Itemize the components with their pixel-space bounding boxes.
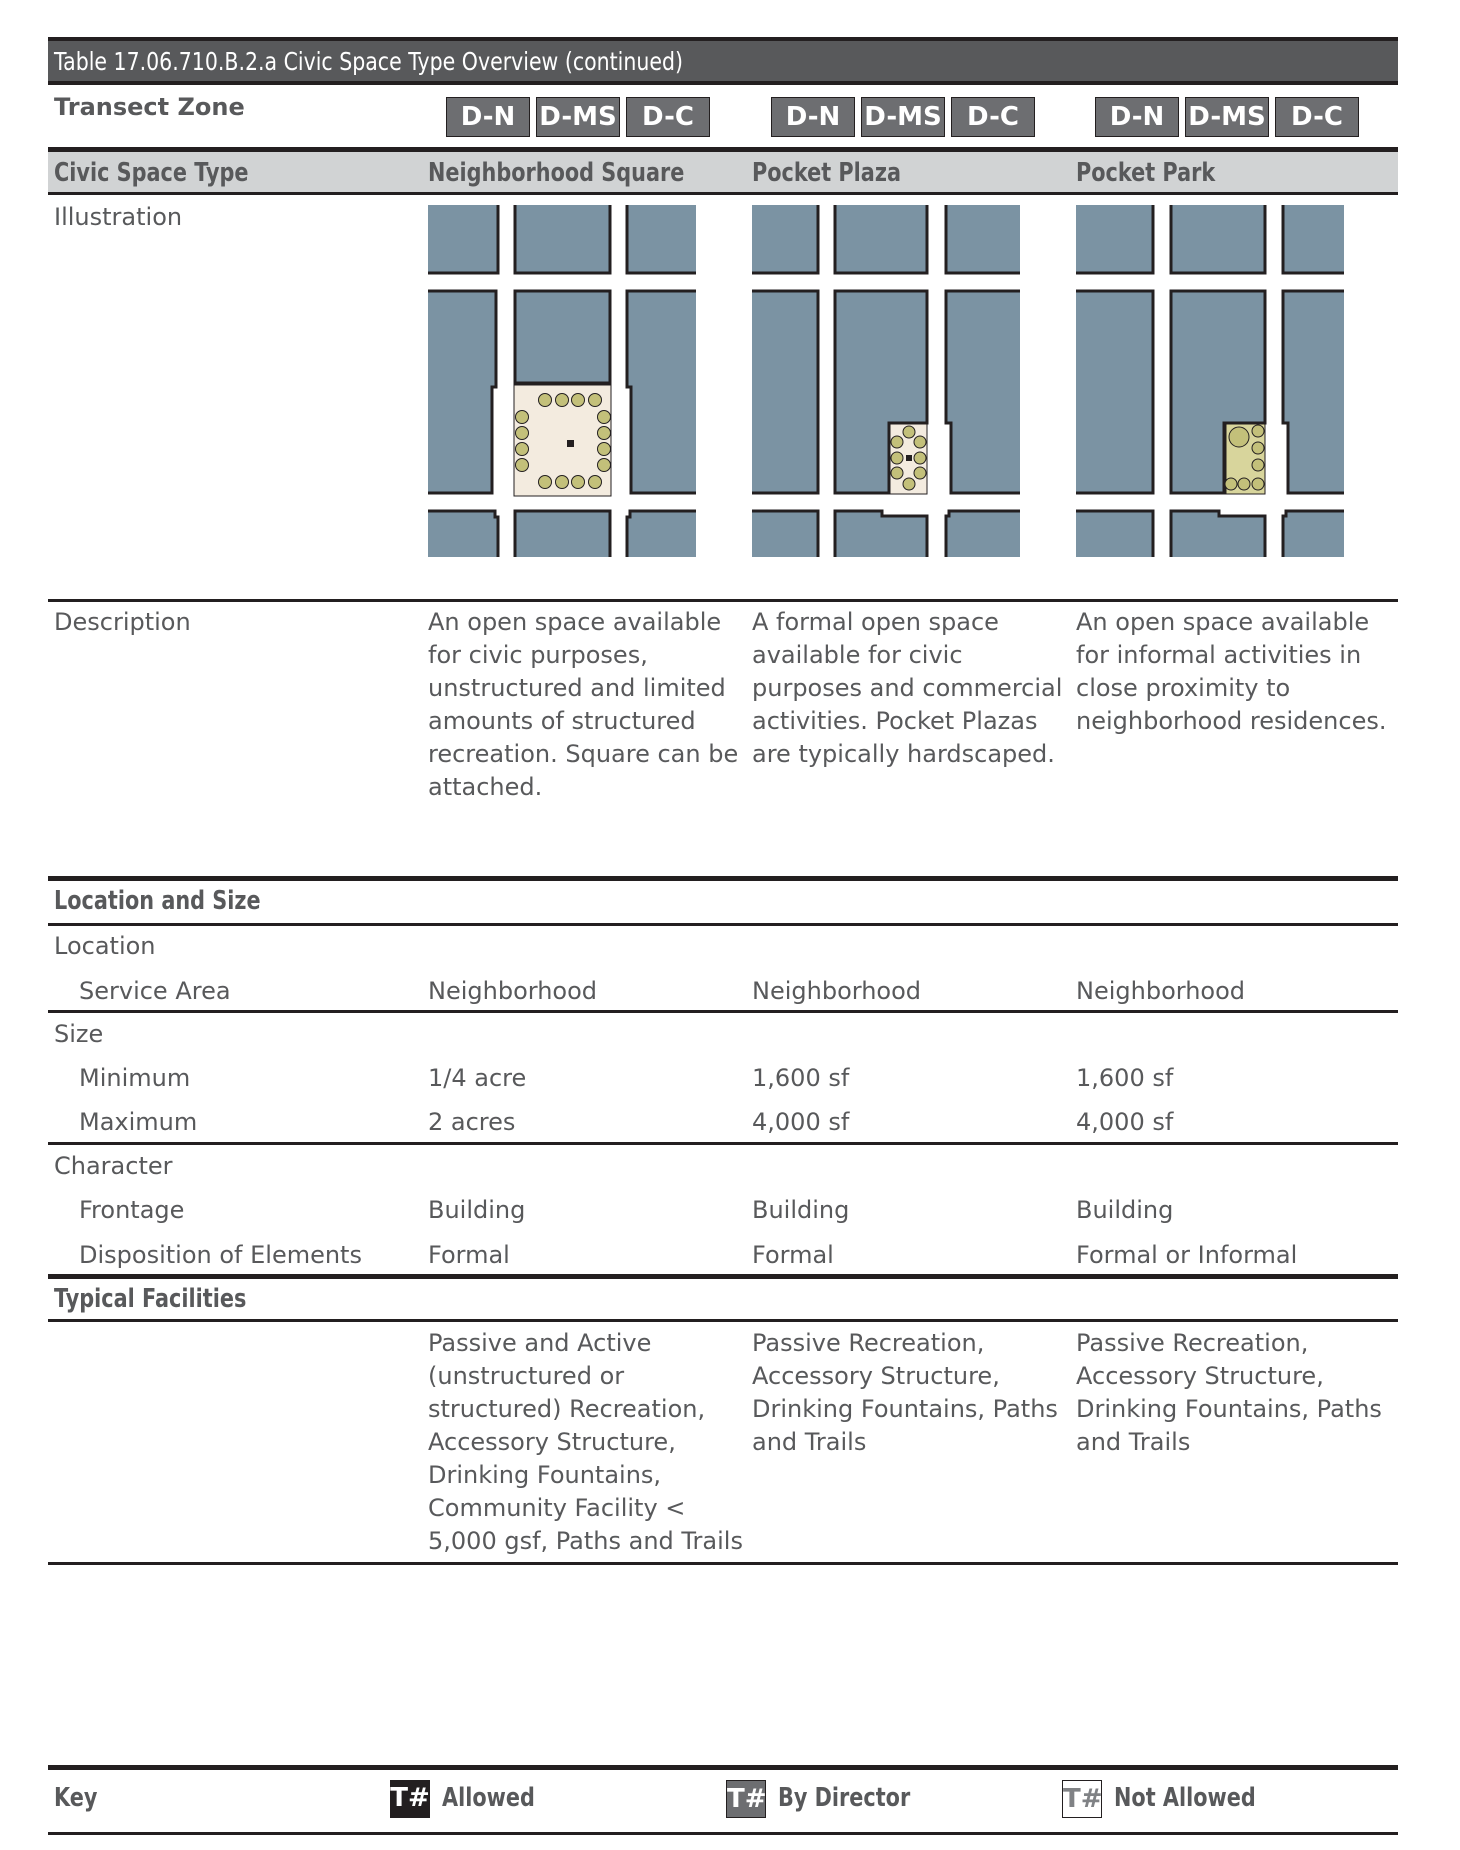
tree	[572, 394, 585, 407]
pocket-plaza-illustration	[752, 205, 1020, 557]
building-block	[627, 291, 696, 493]
zone-badge: D-MS	[861, 97, 945, 137]
service-area-label: Service Area	[79, 977, 231, 1005]
building-block	[752, 291, 818, 493]
disposition-col-3: Formal or Informal	[1076, 1241, 1298, 1269]
section-location-and-size: Location and Size	[54, 886, 261, 916]
tree	[903, 478, 915, 490]
center-feature	[567, 440, 574, 447]
tree	[1252, 459, 1264, 471]
header-civic-space-type: Civic Space Type	[54, 158, 249, 188]
tree	[598, 459, 611, 472]
tree	[516, 443, 529, 456]
building-block	[428, 291, 496, 493]
divider	[48, 1142, 1398, 1145]
building-block	[428, 205, 498, 273]
maximum-label: Maximum	[79, 1108, 198, 1136]
tree	[589, 394, 602, 407]
zone-badge: D-C	[626, 97, 710, 137]
tree	[556, 394, 569, 407]
description-col-2: A formal open space available for civic purposes and commercial activities. Pocket Plazas are typically hardscaped.	[752, 608, 1063, 768]
divider	[48, 1562, 1398, 1565]
building-block	[1076, 291, 1153, 493]
maximum-col-3: 4,000 sf	[1076, 1108, 1174, 1136]
maximum-col-1: 2 acres	[428, 1108, 516, 1136]
key-allowed-label: Allowed	[442, 1783, 535, 1813]
tree	[914, 467, 926, 479]
divider	[48, 1765, 1398, 1770]
zone-badge: D-C	[1275, 97, 1359, 137]
minimum-col-1: 1/4 acre	[428, 1064, 527, 1092]
tree	[1225, 478, 1237, 490]
tree	[539, 476, 552, 489]
frontage-col-3: Building	[1076, 1196, 1174, 1224]
section-typical-facilities: Typical Facilities	[54, 1284, 247, 1314]
frontage-col-1: Building	[428, 1196, 526, 1224]
building-block	[752, 511, 818, 557]
neighborhood-square-illustration	[428, 205, 696, 557]
divider	[48, 1832, 1398, 1835]
disposition-label: Disposition of Elements	[79, 1241, 362, 1269]
building-block	[1076, 511, 1153, 557]
building-block	[1076, 205, 1153, 273]
tree	[914, 436, 926, 448]
description-col-3: An open space available for informal activities in close proximity to neighborhood residences.	[1076, 608, 1387, 735]
building-block	[515, 511, 610, 557]
tree	[1238, 478, 1250, 490]
key-label: Key	[54, 1783, 98, 1813]
tree	[572, 476, 585, 489]
building-block	[515, 291, 610, 383]
zone-badge: D-N	[1095, 97, 1179, 137]
tree	[1252, 442, 1264, 454]
building-block	[627, 511, 696, 557]
building-block	[835, 511, 927, 557]
tree	[891, 452, 903, 464]
zone-badge: D-N	[771, 97, 855, 137]
facilities-col-1: Passive and Active (unstructured or structured) Recreation, Accessory Structure, Drinking Fountains, Community Facility < 5,000 gsf, Paths and Trails	[428, 1329, 743, 1555]
maximum-col-2: 4,000 sf	[752, 1108, 850, 1136]
building-block	[1283, 291, 1344, 493]
building-block	[627, 205, 696, 273]
tree	[598, 427, 611, 440]
header-col-1: Neighborhood Square	[428, 158, 685, 188]
tree-large	[1229, 427, 1249, 447]
zone-badge: D-C	[951, 97, 1035, 137]
facilities-col-3: Passive Recreation, Accessory Structure, Drinking Fountains, Paths and Trails	[1076, 1329, 1382, 1456]
building-block	[1171, 205, 1265, 273]
building-block	[428, 511, 498, 557]
tree	[891, 436, 903, 448]
center-feature	[906, 455, 912, 461]
minimum-col-3: 1,600 sf	[1076, 1064, 1174, 1092]
pocket-park-illustration	[1076, 205, 1344, 557]
tree	[914, 452, 926, 464]
table-title-bar	[48, 37, 1398, 85]
tree	[589, 476, 602, 489]
frontage-label: Frontage	[79, 1196, 185, 1224]
header-col-2: Pocket Plaza	[752, 158, 901, 188]
character-label: Character	[54, 1152, 173, 1180]
by-director-swatch-icon: T#	[726, 1780, 766, 1818]
zone-badge: D-MS	[536, 97, 620, 137]
location-label: Location	[54, 932, 156, 960]
frontage-col-2: Building	[752, 1196, 850, 1224]
tree	[891, 467, 903, 479]
tree	[516, 459, 529, 472]
tree	[1252, 425, 1264, 437]
building-block	[946, 291, 1020, 493]
illustration-label: Illustration	[54, 203, 183, 231]
allowed-swatch-icon: T#	[390, 1780, 430, 1818]
disposition-col-1: Formal	[428, 1241, 510, 1269]
table-title: Table 17.06.710.B.2.a Civic Space Type Overview (continued)	[54, 47, 683, 76]
minimum-label: Minimum	[79, 1064, 191, 1092]
divider	[48, 1274, 1398, 1279]
tree	[556, 476, 569, 489]
building-block	[946, 511, 1020, 557]
building-block	[1171, 511, 1265, 557]
tree	[539, 394, 552, 407]
divider	[48, 599, 1398, 602]
header-col-3: Pocket Park	[1076, 158, 1216, 188]
tree	[598, 443, 611, 456]
key-by-director-label: By Director	[778, 1783, 911, 1813]
tree	[598, 411, 611, 424]
tree	[1252, 478, 1264, 490]
divider	[48, 1319, 1398, 1322]
building-block	[1283, 205, 1344, 273]
disposition-col-2: Formal	[752, 1241, 834, 1269]
key-not-allowed-label: Not Allowed	[1114, 1783, 1256, 1813]
tree	[903, 426, 915, 438]
tree	[516, 411, 529, 424]
divider	[48, 923, 1398, 926]
service-area-col-3: Neighborhood	[1076, 977, 1246, 1005]
minimum-col-2: 1,600 sf	[752, 1064, 850, 1092]
building-block	[752, 205, 818, 273]
transect-zone-label: Transect Zone	[54, 93, 245, 121]
service-area-col-2: Neighborhood	[752, 977, 922, 1005]
divider	[48, 1010, 1398, 1013]
facilities-col-2: Passive Recreation, Accessory Structure, Drinking Fountains, Paths and Trails	[752, 1329, 1058, 1456]
building-block	[515, 205, 610, 273]
building-block	[946, 205, 1020, 273]
service-area-col-1: Neighborhood	[428, 977, 598, 1005]
tree	[516, 427, 529, 440]
description-col-1: An open space available for civic purposes, unstructured and limited amounts of structured recreation. Square can be attached.	[428, 608, 739, 801]
zone-badge: D-MS	[1185, 97, 1269, 137]
size-label: Size	[54, 1020, 104, 1048]
divider	[48, 876, 1398, 881]
building-block	[1283, 511, 1344, 557]
zone-badge: D-N	[446, 97, 530, 137]
not-allowed-swatch-icon: T#	[1062, 1780, 1102, 1818]
building-block	[835, 205, 927, 273]
description-label: Description	[54, 608, 191, 636]
divider	[48, 192, 1398, 195]
